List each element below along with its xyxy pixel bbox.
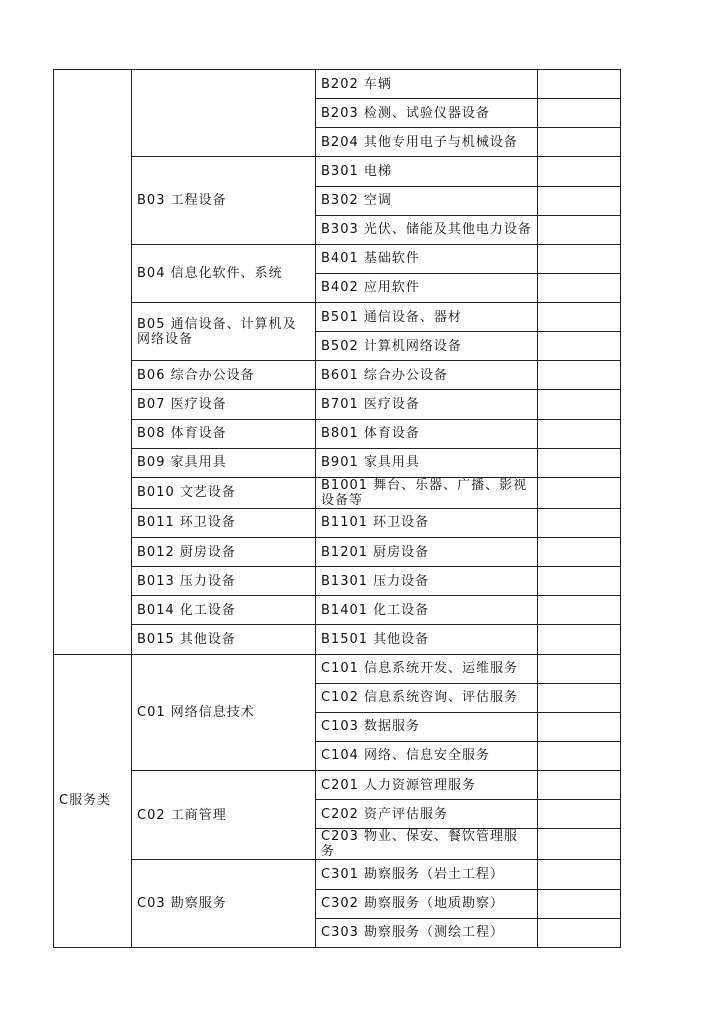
check-cell-b302[interactable] xyxy=(538,186,621,215)
item-b303: B303 光伏、储能及其他电力设备 xyxy=(316,215,538,244)
item-b1001: B1001 舞台、乐器、广播、影视设备等 xyxy=(316,477,538,508)
check-cell-b901[interactable] xyxy=(538,448,621,477)
check-cell-b402[interactable] xyxy=(538,273,621,302)
check-cell-b1001[interactable] xyxy=(538,477,621,508)
check-cell-c104[interactable] xyxy=(538,741,621,770)
item-c201: C201 人力资源管理服务 xyxy=(316,771,538,800)
item-b502: B502 计算机网络设备 xyxy=(316,332,538,361)
group-b011: B011 环卫设备 xyxy=(132,508,316,537)
group-c03: C03 勘察服务 xyxy=(132,860,316,948)
check-cell-c201[interactable] xyxy=(538,771,621,800)
check-cell-b301[interactable] xyxy=(538,157,621,186)
item-b701: B701 医疗设备 xyxy=(316,390,538,419)
group-b03: B03 工程设备 xyxy=(132,157,316,244)
category-cell-b-continued xyxy=(54,70,132,655)
group-b07: B07 医疗设备 xyxy=(132,390,316,419)
category-c: C服务类 xyxy=(54,654,132,947)
check-cell-b501[interactable] xyxy=(538,303,621,332)
item-b501: B501 通信设备、器材 xyxy=(316,303,538,332)
group-b06: B06 综合办公设备 xyxy=(132,361,316,390)
check-cell-c102[interactable] xyxy=(538,683,621,712)
check-cell-c101[interactable] xyxy=(538,654,621,683)
item-b203: B203 检测、试验仪器设备 xyxy=(316,99,538,128)
check-cell-b1501[interactable] xyxy=(538,625,621,654)
group-c02: C02 工商管理 xyxy=(132,771,316,860)
item-b1501: B1501 其他设备 xyxy=(316,625,538,654)
group-b014: B014 化工设备 xyxy=(132,596,316,625)
item-c103: C103 数据服务 xyxy=(316,712,538,741)
item-b601: B601 综合办公设备 xyxy=(316,361,538,390)
item-b1101: B1101 环卫设备 xyxy=(316,508,538,537)
check-cell-b204[interactable] xyxy=(538,128,621,157)
item-c303: C303 勘察服务（测绘工程） xyxy=(316,918,538,947)
group-b08: B08 体育设备 xyxy=(132,419,316,448)
item-b204: B204 其他专用电子与机械设备 xyxy=(316,128,538,157)
group-b015: B015 其他设备 xyxy=(132,625,316,654)
item-b901: B901 家具用具 xyxy=(316,448,538,477)
item-c203: C203 物业、保安、餐饮管理服务 xyxy=(316,829,538,860)
item-b801: B801 体育设备 xyxy=(316,419,538,448)
group-b09: B09 家具用具 xyxy=(132,448,316,477)
item-b302: B302 空调 xyxy=(316,186,538,215)
group-cell-b02-continued xyxy=(132,70,316,157)
check-cell-c202[interactable] xyxy=(538,800,621,829)
catalog-table xyxy=(53,69,621,948)
item-c301: C301 勘察服务（岩土工程） xyxy=(316,860,538,889)
group-c01: C01 网络信息技术 xyxy=(132,654,316,771)
item-b1401: B1401 化工设备 xyxy=(316,596,538,625)
item-b401: B401 基础软件 xyxy=(316,244,538,273)
group-b012: B012 厨房设备 xyxy=(132,538,316,567)
check-cell-b203[interactable] xyxy=(538,99,621,128)
item-c102: C102 信息系统咨询、评估服务 xyxy=(316,683,538,712)
item-b301: B301 电梯 xyxy=(316,157,538,186)
check-cell-b502[interactable] xyxy=(538,332,621,361)
check-cell-b1301[interactable] xyxy=(538,567,621,596)
check-cell-c103[interactable] xyxy=(538,712,621,741)
item-c202: C202 资产评估服务 xyxy=(316,800,538,829)
check-cell-b601[interactable] xyxy=(538,361,621,390)
check-cell-b701[interactable] xyxy=(538,390,621,419)
check-cell-b1101[interactable] xyxy=(538,508,621,537)
item-c302: C302 勘察服务（地质勘察） xyxy=(316,889,538,918)
check-cell-b1201[interactable] xyxy=(538,538,621,567)
check-cell-b202[interactable] xyxy=(538,70,621,99)
check-cell-c302[interactable] xyxy=(538,889,621,918)
check-cell-b1401[interactable] xyxy=(538,596,621,625)
group-b013: B013 压力设备 xyxy=(132,567,316,596)
group-b05: B05 通信设备、计算机及网络设备 xyxy=(132,303,316,361)
check-cell-b401[interactable] xyxy=(538,244,621,273)
item-b402: B402 应用软件 xyxy=(316,273,538,302)
item-b202: B202 车辆 xyxy=(316,70,538,99)
group-b04: B04 信息化软件、系统 xyxy=(132,244,316,302)
group-b010: B010 文艺设备 xyxy=(132,477,316,508)
item-b1201: B1201 厨房设备 xyxy=(316,538,538,567)
check-cell-c301[interactable] xyxy=(538,860,621,889)
item-c104: C104 网络、信息安全服务 xyxy=(316,741,538,770)
item-b1301: B1301 压力设备 xyxy=(316,567,538,596)
item-c101: C101 信息系统开发、运维服务 xyxy=(316,654,538,683)
check-cell-b303[interactable] xyxy=(538,215,621,244)
check-cell-c303[interactable] xyxy=(538,918,621,947)
check-cell-b801[interactable] xyxy=(538,419,621,448)
check-cell-c203[interactable] xyxy=(538,829,621,860)
